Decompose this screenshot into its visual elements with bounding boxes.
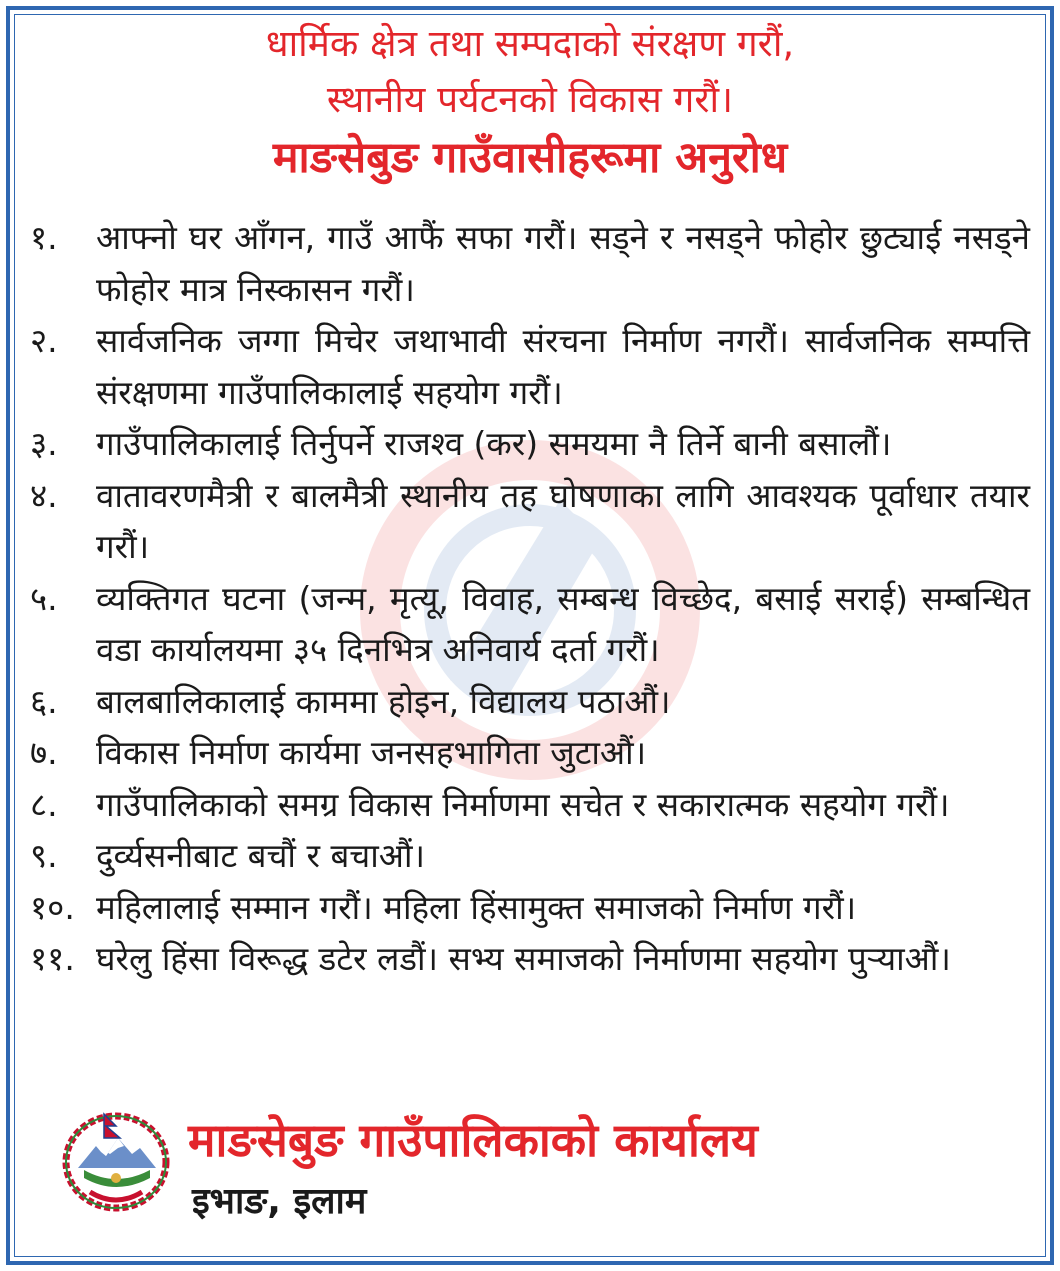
item-text: वातावरणमैत्री र बालमैत्री स्थानीय तह घोषणाका लागि आवश्यक पूर्वाधार तयार गरौं।	[96, 475, 1030, 566]
item-number: ३.	[30, 424, 58, 463]
item-number: १.	[30, 218, 58, 257]
list-item	[30, 830, 1030, 882]
list-item	[30, 882, 1030, 934]
list-item	[30, 573, 1030, 676]
item-number: ९.	[30, 836, 58, 875]
list-item	[30, 676, 1030, 728]
list-item	[30, 470, 1030, 573]
request-list	[30, 212, 1030, 985]
item-number: ६.	[30, 681, 58, 721]
item-number: ४.	[30, 475, 58, 515]
item-number: ११.	[30, 939, 75, 978]
office-location: इभाङ, इलाम	[192, 1181, 367, 1222]
item-text: गाउँपालिकालाई तिर्नुपर्ने राजश्व (कर) समयमा नै तिर्ने बानी बसालौं।	[96, 424, 892, 463]
item-text: महिलालाई सम्मान गरौं। महिला हिंसामुक्त समाजको निर्माण गरौं।	[96, 887, 857, 927]
notice-title: माङसेबुङ गाउँवासीहरूमा अनुरोध	[272, 133, 788, 183]
item-number: २.	[30, 321, 58, 360]
slogan-line-2: स्थानीय पर्यटनको विकास गरौं।	[326, 78, 734, 121]
item-number: १०.	[30, 887, 75, 927]
list-item	[30, 418, 1030, 470]
item-text: गाउँपालिकाको समग्र विकास निर्माणमा सचेत र सकारात्मक सहयोग गरौं।	[96, 784, 950, 824]
item-text: सार्वजनिक जग्गा मिचेर जथाभावी संरचना निर्माण नगरौं। सार्वजनिक सम्पत्ति संरक्षणमा गाउँपालिकालाई सहयोग गरौं।	[96, 321, 1030, 412]
office-name: माङसेबुङ गाउँपालिकाको कार्यालय	[188, 1113, 758, 1167]
list-item	[30, 779, 1030, 831]
list-item	[30, 727, 1030, 779]
nepal-emblem-icon	[60, 1108, 172, 1212]
item-text: बालबालिकालाई काममा होइन, विद्यालय पठाऔं।	[96, 681, 671, 721]
list-item	[30, 933, 1030, 985]
item-number: ८.	[30, 784, 58, 824]
item-text: दुर्व्यसनीबाट बचौं र बचाऔं।	[96, 836, 426, 875]
item-number: ७.	[30, 733, 58, 772]
list-item	[30, 315, 1030, 418]
item-text: आफ्नो घर आँगन, गाउँ आफैं सफा गरौं। सड्ने र नसड्ने फोहोर छुट्याई नसड्ने फोहोर मात्र निस्कासन गरौं।	[96, 218, 1030, 309]
item-number: ५.	[30, 578, 58, 618]
item-text: व्यक्तिगत घटना (जन्म, मृत्यू, विवाह, सम्बन्ध विच्छेद, बसाई सराई) सम्बन्धित वडा कार्यालयमा ३५ दिनभित्र अनिवार्य दर्ता गरौं।	[96, 578, 1030, 669]
slogan-line-1: धार्मिक क्षेत्र तथा सम्पदाको संरक्षण गरौं,	[265, 22, 795, 65]
list-item	[30, 212, 1030, 315]
item-text: घरेलु हिंसा विरूद्ध डटेर लडौं। सभ्य समाजको निर्माणमा सहयोग पुऱ्याऔं।	[96, 939, 951, 978]
item-text: विकास निर्माण कार्यमा जनसहभागिता जुटाऔं।	[96, 733, 647, 772]
